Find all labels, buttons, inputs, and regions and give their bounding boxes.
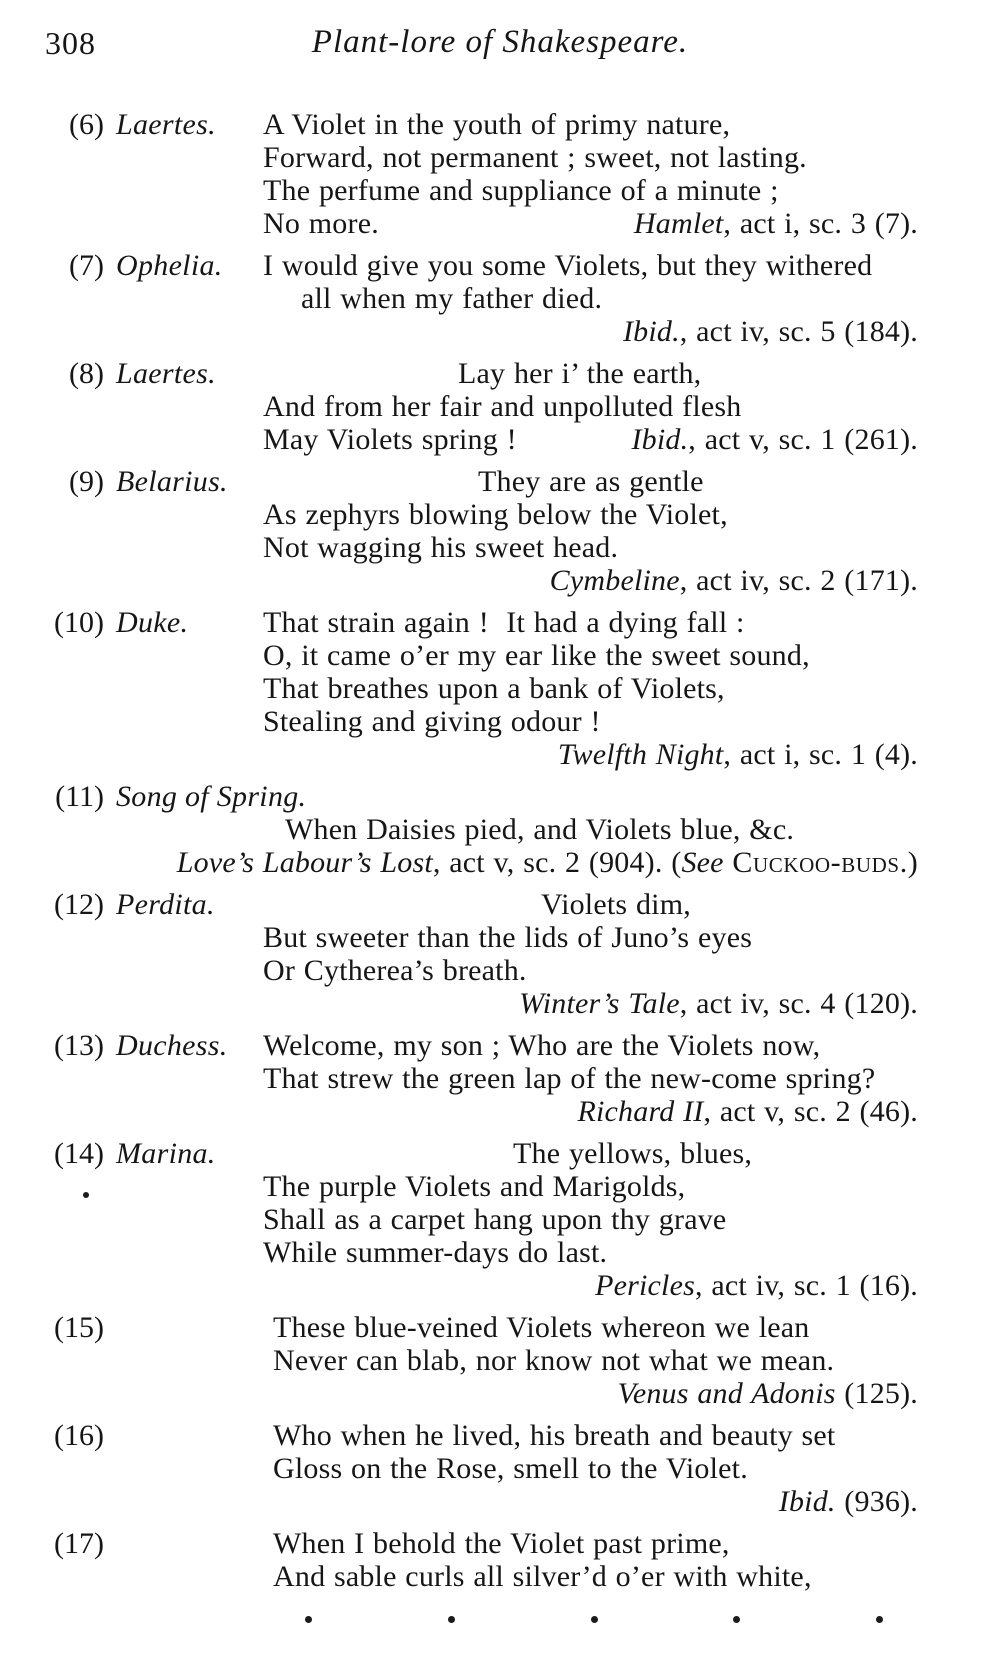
work-title-or-italic-text: Hamlet xyxy=(633,207,724,240)
verse-text xyxy=(263,141,807,174)
citation-line xyxy=(263,1485,918,1518)
verse-text xyxy=(541,888,691,921)
citation-line xyxy=(263,738,918,771)
entry-number: (17) xyxy=(54,1527,104,1560)
verse-text xyxy=(273,1311,810,1344)
quote-lines xyxy=(263,888,918,1020)
speaker-name: Duchess. xyxy=(116,1029,228,1062)
quote-text: When Daisies pied, and Violets blue, &c. xyxy=(285,813,795,846)
ink-speck xyxy=(733,1616,740,1623)
quote-entry xyxy=(0,1137,1000,1302)
quote-text: But sweeter than the lids of Juno’s eyes xyxy=(263,921,753,954)
quote-entry xyxy=(0,1527,1000,1593)
speaker-name: Laertes. xyxy=(116,357,216,390)
quote-text: , act iv, sc. 5 (184). xyxy=(679,315,918,348)
quote-entry xyxy=(0,108,1000,240)
quote-text: A Violet in the youth of primy nature, xyxy=(263,108,731,141)
quote-text: The yellows, blues, xyxy=(513,1137,753,1170)
verse-text xyxy=(618,1377,918,1410)
entry-number: (13) xyxy=(54,1029,104,1062)
verse-text xyxy=(263,1062,875,1095)
quote-text: Not wagging his sweet head. xyxy=(263,531,619,564)
verse-text xyxy=(273,1419,835,1452)
verse-line xyxy=(263,1137,918,1170)
entry-number: (15) xyxy=(54,1311,104,1344)
verse-line xyxy=(263,174,918,207)
quote-text: Or Cytherea’s breath. xyxy=(263,954,527,987)
work-title-or-italic-text: Pericles xyxy=(595,1269,695,1302)
verse-text xyxy=(263,390,741,423)
entry-number: (9) xyxy=(69,465,104,498)
verse-line xyxy=(263,108,918,141)
verse-text xyxy=(177,846,918,879)
speaker-name: Duke. xyxy=(116,606,189,639)
quote-lines xyxy=(263,1137,918,1302)
quote-lines xyxy=(263,465,918,597)
work-title-or-italic-text: Love’s Labour’s Lost xyxy=(176,846,433,879)
work-title-or-italic-text: Richard II xyxy=(577,1095,704,1128)
verse-text xyxy=(263,108,730,141)
verse-line xyxy=(263,954,918,987)
verse-text xyxy=(263,531,618,564)
verse-text xyxy=(263,423,517,456)
verse-line xyxy=(263,1236,918,1269)
speaker-name: Laertes. xyxy=(116,108,216,141)
quote-text: Never can blab, nor know not what we mean. xyxy=(273,1344,835,1377)
quote-text: That strew the green lap of the new-come spring? xyxy=(263,1062,876,1095)
quote-text: Who when he lived, his breath and beauty set xyxy=(273,1419,836,1452)
quote-text: That breathes upon a bank of Violets, xyxy=(263,672,725,705)
verse-line xyxy=(263,888,918,921)
quote-lines xyxy=(263,1311,918,1410)
verse-text xyxy=(263,1203,726,1236)
verse-line xyxy=(263,639,918,672)
quote-text: Lay her i’ the earth, xyxy=(458,357,702,390)
verse-line xyxy=(263,249,918,282)
quote-text: Gloss on the Rose, smell to the Violet. xyxy=(273,1452,748,1485)
verse-text xyxy=(263,672,725,705)
work-title-or-italic-text: See xyxy=(681,846,724,879)
quote-entry xyxy=(0,357,1000,456)
quote-text: While summer-days do last. xyxy=(263,1236,608,1269)
quote-text: And from her fair and unpolluted flesh xyxy=(263,390,742,423)
quote-lines xyxy=(263,249,918,348)
verse-text xyxy=(458,357,701,390)
verse-line xyxy=(263,1062,918,1095)
quote-text: The purple Violets and Marigolds, xyxy=(263,1170,686,1203)
quote-text: They are as gentle xyxy=(478,465,704,498)
entry-number: (6) xyxy=(69,108,104,141)
quote-lines xyxy=(263,1419,918,1518)
speaker-name: Song of Spring. xyxy=(116,780,307,813)
speaker-name: Marina. xyxy=(116,1137,216,1170)
entry-number: (12) xyxy=(54,888,104,921)
verse-line xyxy=(263,1419,918,1452)
verse-text xyxy=(550,564,918,597)
speaker-name: Perdita. xyxy=(116,888,215,921)
entry-number: (11) xyxy=(55,780,104,813)
verse-text xyxy=(558,738,918,771)
verse-line xyxy=(263,207,918,240)
quote-text: ) xyxy=(907,846,918,879)
verse-line xyxy=(263,1452,918,1485)
verse-line xyxy=(263,531,918,564)
verse-text xyxy=(273,1560,812,1593)
verse-line xyxy=(263,357,918,390)
quote-entry xyxy=(0,1311,1000,1410)
quote-lines xyxy=(263,1029,918,1128)
speaker-name: Belarius. xyxy=(116,465,228,498)
quote-text: And sable curls all silver’d o’er with white, xyxy=(273,1560,812,1593)
verse-text xyxy=(263,921,752,954)
verse-text xyxy=(263,207,379,240)
work-title-or-italic-text: Ibid. xyxy=(622,315,680,348)
verse-line xyxy=(263,921,918,954)
quote-text: The perfume and suppliance of a minute ; xyxy=(263,174,779,207)
quote-lines xyxy=(263,1527,918,1593)
citation-line xyxy=(263,987,918,1020)
quote-entry xyxy=(0,1419,1000,1518)
quote-entry xyxy=(0,888,1000,1020)
verse-line xyxy=(263,1527,918,1560)
quote-lines xyxy=(263,108,918,240)
quote-text: Violets dim, xyxy=(541,888,691,921)
quote-entry xyxy=(0,465,1000,597)
verse-text xyxy=(779,1485,918,1518)
citation-line xyxy=(263,1269,918,1302)
quote-text: , act v, sc. 1 (261). xyxy=(688,423,918,456)
verse-text xyxy=(478,465,704,498)
verse-text xyxy=(263,174,779,207)
ink-speck xyxy=(876,1616,883,1623)
quote-text: No more. xyxy=(263,207,379,240)
quote-text: , act iv, sc. 2 (171). xyxy=(679,564,918,597)
verse-text xyxy=(263,954,527,987)
quote-entry xyxy=(0,606,1000,771)
quote-text: As zephyrs blowing below the Violet, xyxy=(263,498,728,531)
verse-line xyxy=(263,498,918,531)
ink-speck xyxy=(83,1192,89,1198)
quote-text: , act v, sc. 2 (904). ( xyxy=(432,846,682,879)
verse-text xyxy=(263,705,601,738)
quote-entry xyxy=(0,249,1000,348)
verse-line xyxy=(263,705,918,738)
verse-text xyxy=(273,1344,834,1377)
verse-line xyxy=(263,1344,918,1377)
verse-text xyxy=(519,987,918,1020)
page-number: 308 xyxy=(45,25,96,61)
quote-text: Welcome, my son ; Who are the Violets now, xyxy=(263,1029,821,1062)
quote-text: , act iv, sc. 1 (16). xyxy=(694,1269,918,1302)
work-title-or-italic-text: Ibid. xyxy=(631,423,689,456)
quote-text: , act i, sc. 3 (7). xyxy=(723,207,918,240)
work-title-or-italic-text: Venus and Adonis xyxy=(617,1377,836,1410)
quote-text: That strain again ! It had a dying fall : xyxy=(263,606,745,639)
verse-line xyxy=(263,606,918,639)
quote-entry xyxy=(0,1029,1000,1128)
smallcaps-text: Cuckoo-buds. xyxy=(732,846,908,879)
verse-text xyxy=(273,1452,748,1485)
citation-line xyxy=(263,1095,918,1128)
quote-lines xyxy=(263,606,918,771)
quote-text: These blue-veined Violets whereon we lean xyxy=(273,1311,810,1344)
citation-line xyxy=(263,315,918,348)
verse-text xyxy=(263,1236,607,1269)
quote-text: Forward, not permanent ; sweet, not lasting. xyxy=(263,141,807,174)
verse-line xyxy=(263,1029,918,1062)
quote-text: (125). xyxy=(835,1377,918,1410)
page-title: Plant-lore of Shakespeare. xyxy=(311,24,689,60)
verse-line xyxy=(263,1311,918,1344)
verse-text xyxy=(263,498,728,531)
work-title-or-italic-text: Ibid. xyxy=(778,1485,836,1518)
verse-line xyxy=(263,282,918,315)
verse-text xyxy=(263,639,810,672)
verse-line xyxy=(263,1170,918,1203)
ink-speck xyxy=(591,1616,598,1623)
verse-line xyxy=(263,813,918,846)
work-title-or-italic-text: Cymbeline xyxy=(549,564,680,597)
quote-text: May Violets spring ! xyxy=(263,423,517,456)
quote-text: Shall as a carpet hang upon thy grave xyxy=(263,1203,727,1236)
quote-text: , act iv, sc. 4 (120). xyxy=(679,987,918,1020)
entry-number: (16) xyxy=(54,1419,104,1452)
quote-entry xyxy=(0,780,1000,879)
entries xyxy=(0,108,1000,1602)
verse-text xyxy=(623,315,918,348)
verse-text xyxy=(595,1269,918,1302)
ink-speck xyxy=(305,1616,312,1623)
entry-number: (10) xyxy=(54,606,104,639)
verse-line xyxy=(263,423,918,456)
footer-specks xyxy=(305,1614,883,1624)
verse-text xyxy=(285,813,794,846)
quote-lines xyxy=(263,357,918,456)
entry-number: (7) xyxy=(69,249,104,282)
speaker-name: Ophelia. xyxy=(116,249,223,282)
ink-speck xyxy=(448,1616,455,1623)
verse-text xyxy=(263,249,872,282)
verse-line xyxy=(263,1560,918,1593)
quote-text: When I behold the Violet past prime, xyxy=(273,1527,730,1560)
verse-text xyxy=(513,1137,752,1170)
citation-line xyxy=(263,1377,918,1410)
quote-text: Stealing and giving odour ! xyxy=(263,705,601,738)
quote-text: all when my father died. xyxy=(301,282,603,315)
entry-number: (14) xyxy=(54,1137,104,1170)
verse-line xyxy=(263,672,918,705)
verse-text xyxy=(263,1029,820,1062)
verse-text xyxy=(577,1095,918,1128)
verse-text xyxy=(301,282,602,315)
verse-line xyxy=(263,390,918,423)
quote-text: O, it came o’er my ear like the sweet sound, xyxy=(263,639,810,672)
verse-text xyxy=(273,1527,730,1560)
citation-text xyxy=(634,207,918,240)
verse-text xyxy=(263,606,745,639)
verse-text xyxy=(263,1170,685,1203)
entry-number: (8) xyxy=(69,357,104,390)
citation-line xyxy=(263,564,918,597)
citation-text xyxy=(631,423,918,456)
verse-line xyxy=(263,465,918,498)
work-title-or-italic-text: Twelfth Night xyxy=(557,738,724,771)
quote-text: I would give you some Violets, but they withered xyxy=(263,249,873,282)
verse-line xyxy=(263,780,918,813)
verse-line xyxy=(263,1203,918,1236)
work-title-or-italic-text: Winter’s Tale xyxy=(519,987,680,1020)
quote-text: , act v, sc. 2 (46). xyxy=(703,1095,918,1128)
verse-line xyxy=(263,141,918,174)
quote-text: (936). xyxy=(835,1485,918,1518)
quote-text: , act i, sc. 1 (4). xyxy=(723,738,918,771)
citation-line xyxy=(176,846,918,879)
